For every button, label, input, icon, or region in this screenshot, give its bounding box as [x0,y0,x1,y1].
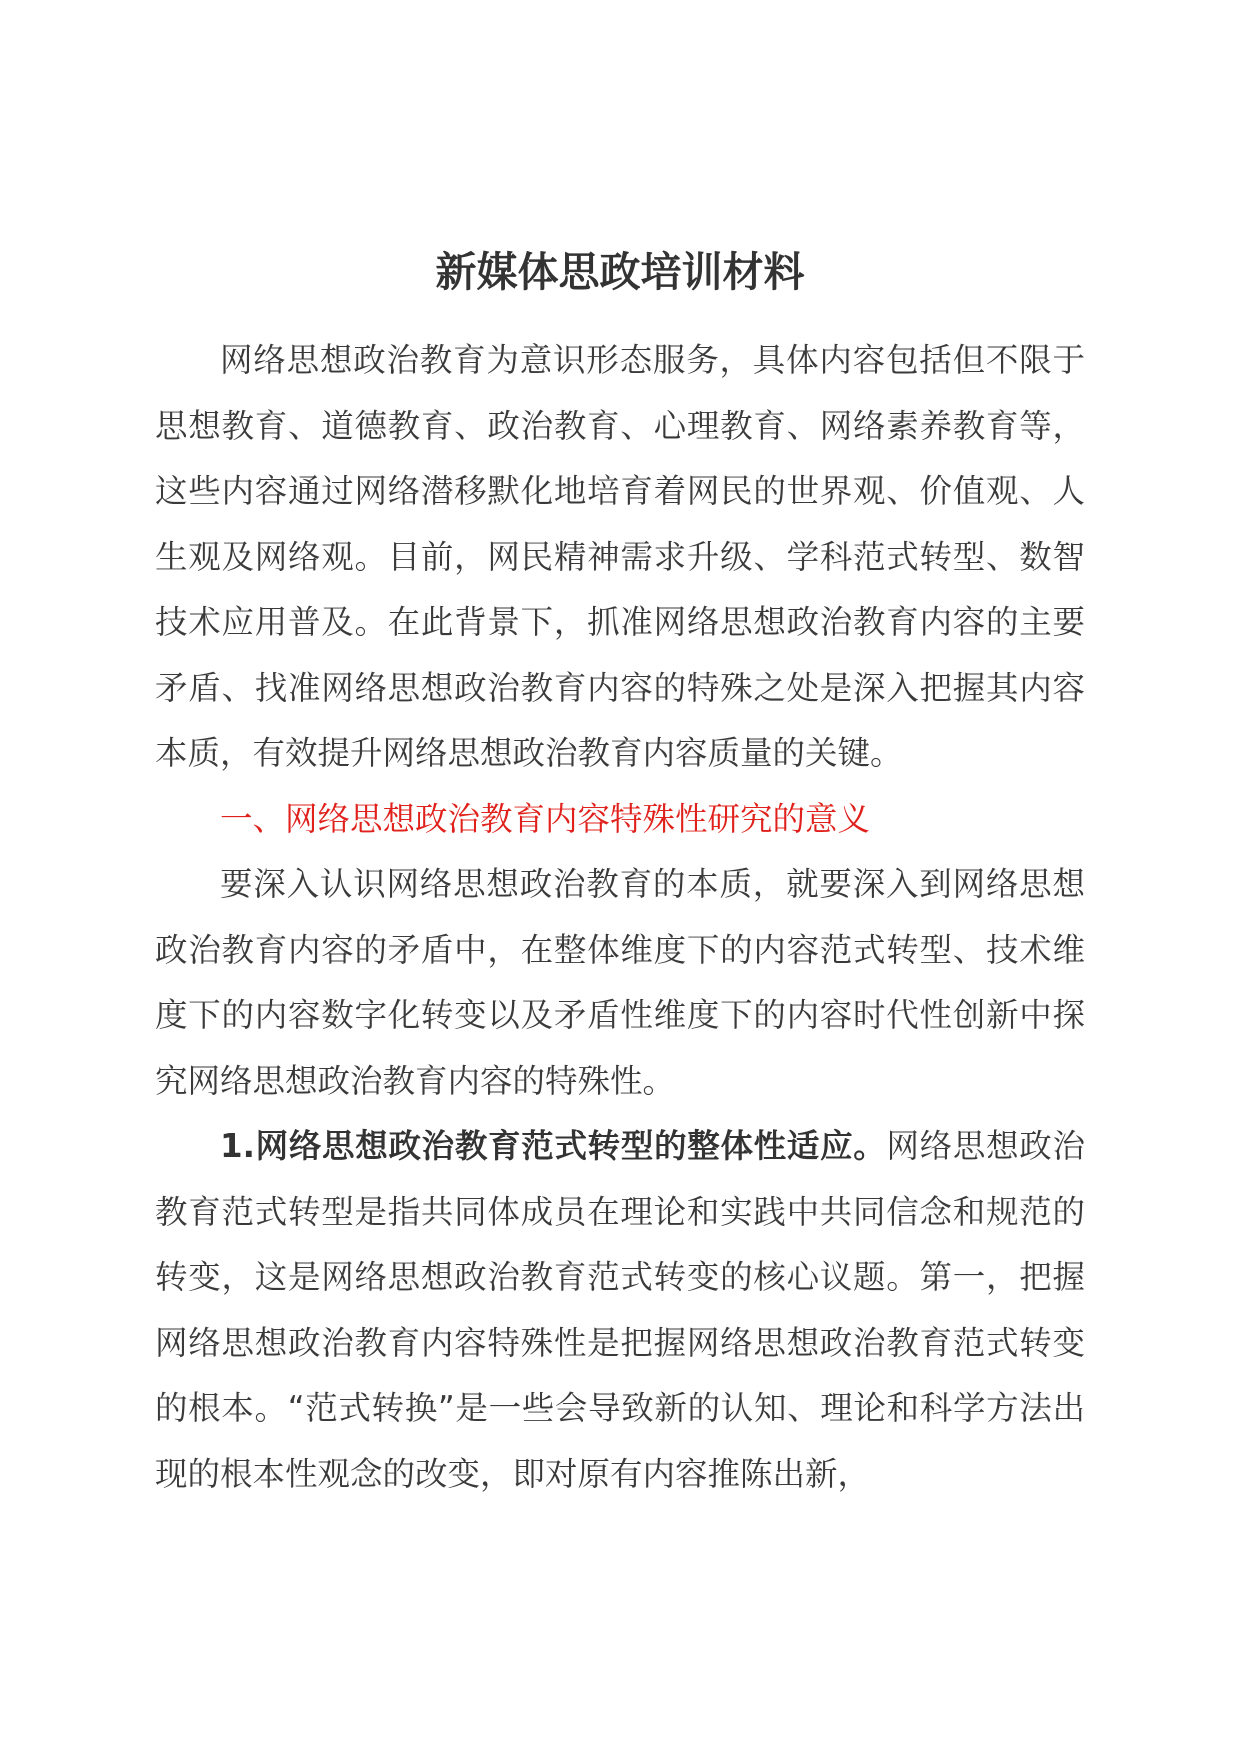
intro-paragraph: 网络思想政治教育为意识形态服务，具体内容包括但不限于思想教育、道德教育、政治教育、心理教育、网络素养教育等，这些内容通过网络潜移默化地培育着网民的世界观、价值观、人生观及网络观。目前，网民精神需求升级、学科范式转型、数智技术应用普及。在此背景下，抓准网络思想政治教育内容的主要矛盾、找准网络思想政治教育内容的特殊之处是深入把握其内容本质，有效提升网络思想政治教育内容质量的关键。 [155,341,1085,772]
point-1-body: 网络思想政治教育范式转型是指共同体成员在理论和实践中共同信念和规范的转变，这是网络思想政治教育范式转变的核心议题。第一，把握网络思想政治教育内容特殊性是把握网络思想政治教育范式转变的根本。“范式转换”是一些会导致新的认知、理论和科学方法出现的根本性观念的改变，即对原有内容推陈出新， [155,1127,1085,1493]
point-1-lead: 1.网络思想政治教育范式转型的整体性适应。 [220,1127,887,1165]
document-body [155,328,1085,1507]
section-heading-1: 一、网络思想政治教育内容特殊性研究的意义 [220,799,871,838]
section-1-paragraph: 要深入认识网络思想政治教育的本质，就要深入到网络思想政治教育内容的矛盾中，在整体维度下的内容范式转型、技术维度下的内容数字化转变以及矛盾性维度下的内容时代性创新中探究网络思想政治教育内容的特殊性。 [155,865,1085,1100]
document-title: 新媒体思政培训材料 [435,248,805,296]
point-1-paragraph [155,1114,1085,1507]
